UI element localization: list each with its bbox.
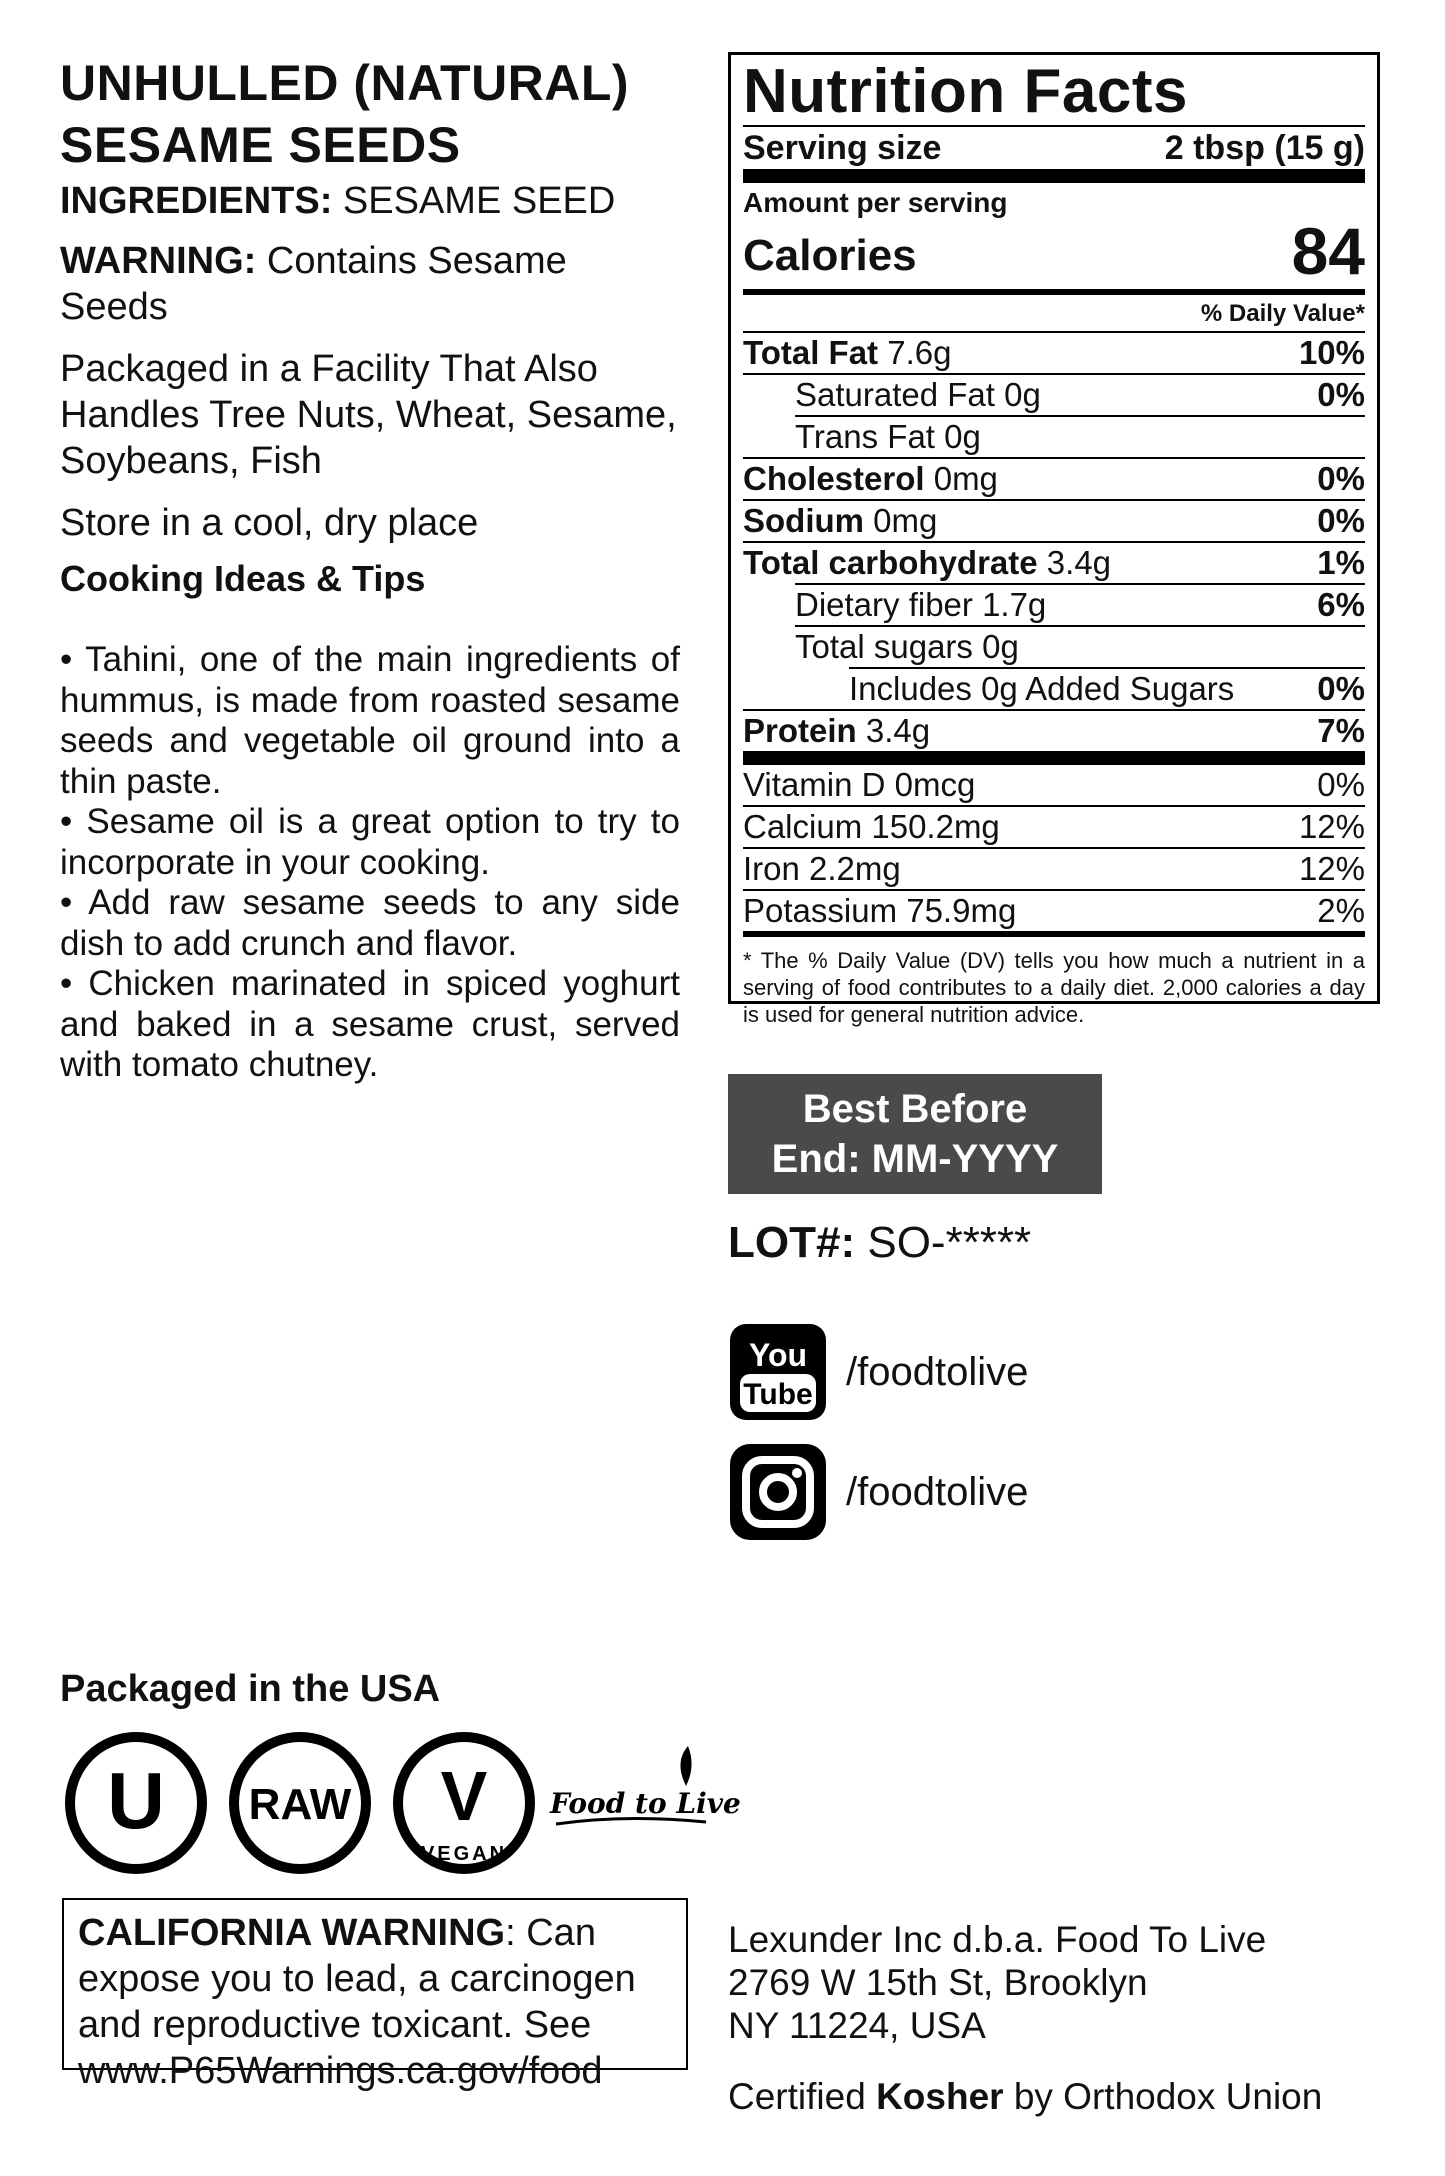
lot-number <box>728 1218 1031 1268</box>
nutrient-row-total-fat: Total Fat 7.6g 10% <box>743 334 1365 371</box>
tips-heading: Cooking Ideas & Tips <box>60 558 426 599</box>
vitamin-row-potassium: Potassium 75.9mg 2% <box>743 892 1365 929</box>
nutrient-row-dietary-fiber: Dietary fiber 1.7g 6% <box>795 586 1365 623</box>
nutrient-row-total-carbohydrate: Total carbohydrate 3.4g 1% <box>743 544 1365 581</box>
nutrition-title: Nutrition Facts <box>743 57 1188 126</box>
packaged-origin: Packaged in the USA <box>60 1668 441 1710</box>
nutrient-row-added-sugars: Includes 0g Added Sugars 0% <box>849 670 1365 707</box>
nutrient-row-total-sugars: Total sugars 0g <box>795 628 1019 665</box>
youtube-icon <box>728 1322 828 1422</box>
svg-text:V: V <box>440 1757 488 1835</box>
instagram-handle[interactable]: /foodtolive <box>846 1469 1029 1514</box>
tip-item: • Sesame oil is a great option to try to incorporate in your cooking. <box>60 802 680 882</box>
svg-text:Food to Live: Food to Live <box>550 1787 741 1820</box>
youtube-handle[interactable]: /foodtolive <box>846 1349 1029 1394</box>
product-title <box>60 52 700 176</box>
company-line2: 2769 W 15th St, Brooklyn <box>728 1962 1148 2003</box>
instagram-icon <box>728 1442 828 1542</box>
food-to-live-logo <box>549 1746 741 1824</box>
company-address <box>728 1918 1348 2047</box>
certification-badges <box>60 1728 741 1878</box>
vitamin-row-vitamin-d: Vitamin D 0mcg 0% <box>743 766 1365 803</box>
california-warning-label: CALIFORNIA WARNING <box>78 1912 506 1954</box>
storage-note: Store in a cool, dry place <box>60 502 479 544</box>
best-before-box <box>728 1074 1102 1194</box>
serving-size-row <box>743 127 1365 169</box>
ingredients-label: INGREDIENTS: <box>60 180 333 222</box>
svg-text:Tube: Tube <box>743 1378 813 1411</box>
company-line3: NY 11224, USA <box>728 2005 986 2046</box>
svg-text:U: U <box>107 1756 165 1845</box>
svg-text:VEGAN: VEGAN <box>420 1843 508 1865</box>
nutrient-row-protein: Protein 3.4g 7% <box>743 712 1365 749</box>
best-before-line2: End: MM-YYYY <box>771 1137 1059 1181</box>
vitamin-row-calcium: Calcium 150.2mg 12% <box>743 808 1365 845</box>
svg-text:You: You <box>748 1337 808 1373</box>
serving-size-label: Serving size <box>743 128 942 167</box>
warning-label: WARNING: <box>60 240 257 282</box>
amount-per-serving: Amount per serving <box>743 187 1008 218</box>
nutrient-row-cholesterol: Cholesterol 0mg 0% <box>743 460 1365 497</box>
allergen-warning <box>60 238 660 330</box>
california-warning-text: : Can expose you to lead, a carcinogen and reproductive toxicant. See www.P65Warnings.ca.gov/food <box>78 1912 636 2092</box>
lot-value: SO-***** <box>867 1218 1032 1267</box>
warning-value: Contains Sesame Seeds <box>60 240 567 328</box>
calories-row <box>743 214 1365 288</box>
serving-size-value: 2 tbsp (15 g) <box>1164 128 1365 167</box>
kosher-badge-icon <box>70 1737 202 1869</box>
vegan-badge-icon <box>398 1737 530 1869</box>
calories-value: 84 <box>1291 214 1365 288</box>
tips-list <box>60 640 680 1086</box>
tip-item: • Add raw sesame seeds to any side dish to add crunch and flavor. <box>60 883 680 963</box>
california-warning-box <box>62 1898 688 2092</box>
raw-badge-icon <box>234 1737 366 1869</box>
nutrient-row-saturated-fat: Saturated Fat 0g 0% <box>795 376 1365 413</box>
svg-text:RAW: RAW <box>248 1780 352 1829</box>
facility-note: Packaged in a Facility That Also Handles Tree Nuts, Wheat, Sesame, Soybeans, Fish <box>60 348 677 482</box>
product-title-line1: UNHULLED (NATURAL) <box>60 55 630 111</box>
calories-label: Calories <box>743 231 917 280</box>
ingredients-value: SESAME SEED <box>342 180 616 222</box>
ingredients <box>60 178 700 224</box>
youtube-link[interactable] <box>728 1322 1028 1422</box>
best-before-line1: Best Before <box>802 1087 1028 1131</box>
tip-item: • Tahini, one of the main ingredients of hummus, is made from roasted sesame seeds and vegetable oil ground into a thin paste. <box>60 640 680 801</box>
nutrient-row-sodium: Sodium 0mg 0% <box>743 502 1365 539</box>
nutrition-facts-panel <box>728 52 1380 1027</box>
nutrient-row-trans-fat: Trans Fat 0g <box>795 418 981 455</box>
vitamin-row-iron: Iron 2.2mg 12% <box>743 850 1365 887</box>
daily-value-header: % Daily Value* <box>1200 300 1365 327</box>
product-title-line2: SESAME SEEDS <box>60 117 461 173</box>
daily-value-footnote: * The % Daily Value (DV) tells you how much a nutrient in a serving of food contributes to a daily diet. 2,000 calories a day is used for general nutrition advice. <box>743 948 1365 1027</box>
tip-item: • Chicken marinated in spiced yoghurt and baked in a sesame crust, served with tomato chutney. <box>60 964 680 1084</box>
lot-label: LOT#: <box>728 1218 856 1267</box>
instagram-link[interactable] <box>728 1442 1028 1542</box>
company-line1: Lexunder Inc d.b.a. Food To Live <box>728 1919 1267 1960</box>
kosher-certification: Certified Kosher by Orthodox Union <box>728 2076 1323 2117</box>
